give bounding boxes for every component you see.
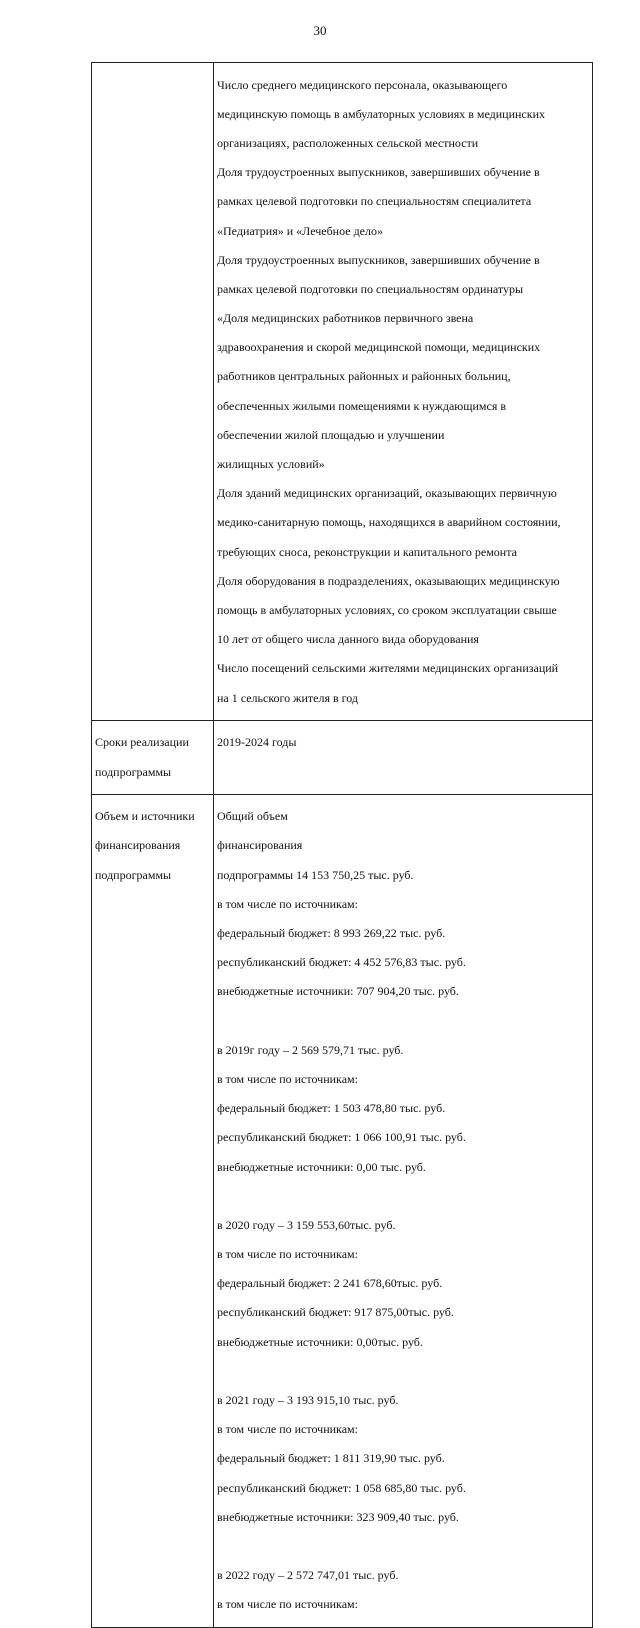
terms-value: 2019-2024 годы (217, 735, 297, 750)
table-row-indicators (92, 63, 593, 721)
funding-total-line: федеральный бюджет: 8 993 269,22 тыс. руб. (217, 926, 446, 941)
indicator-line: помощь в амбулаторных условиях, со сроком эксплуатации свыше (217, 602, 557, 617)
funding-label-line: подпрограммы (95, 867, 172, 882)
indicator-line: Доля оборудования в подразделениях, оказывающих медицинскую (217, 573, 560, 588)
funding-total-line: финансирования (217, 838, 303, 853)
funding-2020-line: в 2020 году – 3 159 553,60тыс. руб. (217, 1217, 396, 1232)
funding-2021-line: в 2021 году – 3 193 915,10 тыс. руб. (217, 1393, 399, 1408)
funding-value-cell (214, 794, 593, 1627)
indicator-line: рамках целевой подготовки по специальностям специалитета (217, 194, 532, 209)
page-number: 30 (313, 23, 327, 38)
indicator-line: на 1 сельского жителя в год (217, 690, 359, 705)
funding-2022-line: в том числе по источникам: (217, 1597, 358, 1612)
funding-2021-line: республиканский бюджет: 1 058 685,80 тыс. руб. (217, 1480, 466, 1495)
indicator-line: Доля трудоустроенных выпускников, завершивших обучение в (217, 252, 540, 267)
indicator-line: здравоохранения и скорой медицинской помощи, медицинских (217, 340, 541, 355)
indicator-line: обеспеченных жилыми помещениями к нуждающимся в (217, 398, 507, 413)
terms-label-cell (92, 720, 214, 794)
block-spacer (217, 1014, 590, 1029)
funding-total-line: Общий объем (217, 809, 288, 824)
block-spacer (217, 1364, 590, 1379)
indicators-label-cell (92, 63, 214, 721)
table-row-terms (92, 720, 593, 794)
funding-total-line: подпрограммы 14 153 750,25 тыс. руб. (217, 867, 414, 882)
funding-2019-line: в 2019г году – 2 569 579,71 тыс. руб. (217, 1042, 404, 1057)
block-spacer (217, 1189, 590, 1204)
funding-total-line: внебюджетные источники: 707 904,20 тыс. руб. (217, 984, 459, 999)
indicator-line: требующих сноса, реконструкции и капитального ремонта (217, 544, 517, 559)
funding-2019-line: в том числе по источникам: (217, 1071, 358, 1086)
indicators-value-cell (214, 63, 593, 721)
funding-2021-line: в том числе по источникам: (217, 1422, 358, 1437)
indicator-line: Доля зданий медицинских организаций, оказывающих первичную (217, 486, 557, 501)
terms-label-line: подпрограммы (95, 764, 172, 779)
indicator-line: работников центральных районных и районных больниц, (217, 369, 511, 384)
funding-label-line: Объем и источники (95, 809, 195, 824)
indicator-line: Доля трудоустроенных выпускников, завершивших обучение в (217, 165, 540, 180)
indicator-line: Число посещений сельскими жителями медицинских организаций (217, 661, 559, 676)
indicator-line: жилищных условий» (217, 457, 325, 472)
funding-label-cell (92, 794, 214, 1627)
funding-2020-line: внебюджетные источники: 0,00тыс. руб. (217, 1334, 423, 1349)
block-spacer (217, 1539, 590, 1554)
indicator-line: обеспечении жилой площадью и улучшении (217, 427, 445, 442)
funding-total-line: в том числе по источникам: (217, 896, 358, 911)
funding-2021-line: федеральный бюджет: 1 811 319,90 тыс. руб. (217, 1451, 445, 1466)
indicator-line: 10 лет от общего числа данного вида оборудования (217, 632, 479, 647)
subprogram-passport-table (91, 62, 593, 1628)
funding-2019-line: республиканский бюджет: 1 066 100,91 тыс. руб. (217, 1130, 466, 1145)
indicator-line: медико-санитарную помощь, находящихся в аварийном состоянии, (217, 515, 561, 530)
funding-2019-line: внебюджетные источники: 0,00 тыс. руб. (217, 1159, 426, 1174)
indicator-line: рамках целевой подготовки по специальностям ординатуры (217, 281, 524, 296)
funding-total-line: республиканский бюджет: 4 452 576,83 тыс. руб. (217, 955, 466, 970)
terms-label-line: Сроки реализации (95, 735, 189, 750)
table-row-funding (92, 794, 593, 1627)
indicator-line: медицинскую помощь в амбулаторных условиях в медицинских (217, 106, 546, 121)
funding-2022-line: в 2022 году – 2 572 747,01 тыс. руб. (217, 1568, 399, 1583)
terms-value-cell (214, 720, 593, 794)
indicator-line: «Педиатрия» и «Лечебное дело» (217, 223, 383, 238)
funding-2020-line: федеральный бюджет: 2 241 678,60тыс. руб. (217, 1276, 443, 1291)
funding-2020-line: республиканский бюджет: 917 875,00тыс. руб. (217, 1305, 454, 1320)
indicator-line: Число среднего медицинского персонала, оказывающего (217, 77, 508, 92)
funding-2019-line: федеральный бюджет: 1 503 478,80 тыс. руб. (217, 1101, 446, 1116)
funding-2021-line: внебюджетные источники: 323 909,40 тыс. руб. (217, 1509, 459, 1524)
indicator-line: «Доля медицинских работников первичного звена (217, 311, 474, 326)
indicator-line: организациях, расположенных сельской местности (217, 135, 479, 150)
funding-label-line: финансирования (95, 838, 181, 853)
funding-2020-line: в том числе по источникам: (217, 1247, 358, 1262)
